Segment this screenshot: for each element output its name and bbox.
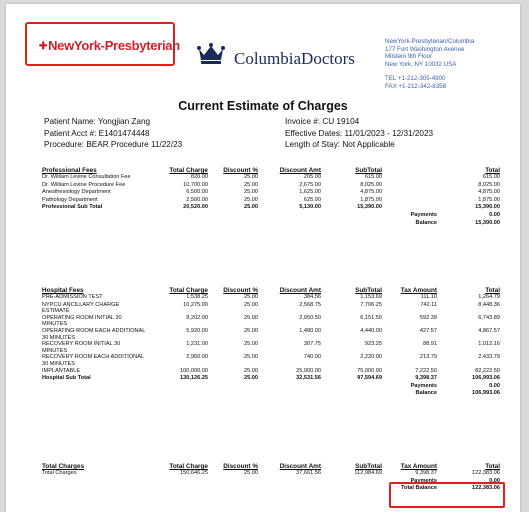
column-header: Discount Amt [279, 167, 321, 174]
table-cell: 4,440.00 [360, 327, 382, 334]
table-cell [42, 212, 146, 220]
table-cell: 25.00 [244, 314, 258, 321]
table-row [42, 174, 500, 182]
column-header: SubTotal [355, 287, 382, 294]
column-header: Total Charge [169, 463, 208, 470]
column-header: Tax Amount [400, 287, 437, 294]
table-cell: 427.57 [419, 327, 437, 334]
table-cell: 75,000.00 [357, 367, 382, 374]
table-cell: Pathology Department [42, 196, 98, 203]
table-cell: 8,025.00 [360, 181, 382, 188]
table-cell: 130,126.25 [180, 375, 208, 382]
table-cell [208, 390, 258, 398]
table-cell [146, 485, 208, 493]
summary-value: 0.00 [489, 382, 500, 389]
table-cell [258, 478, 321, 486]
table-cell: 2,960.00 [186, 354, 208, 361]
column-header [382, 162, 437, 174]
table-cell [208, 383, 258, 391]
table-cell [42, 478, 146, 486]
table-cell: 15,390.00 [357, 204, 382, 211]
table-cell: 923.25 [364, 341, 382, 348]
table-cell: 1,480.00 [299, 327, 321, 334]
table-cell [146, 383, 208, 391]
table-row [42, 341, 500, 354]
column-header: Discount Amt [279, 463, 321, 470]
table-row [42, 294, 500, 302]
table-cell [382, 174, 437, 182]
table-cell: 10,275.00 [183, 301, 208, 308]
table-cell: 742.11 [420, 301, 437, 308]
table-cell [42, 390, 146, 398]
table-cell: 32,531.56 [296, 375, 321, 382]
table-cell: 625.00 [303, 196, 321, 203]
summary-row [42, 220, 500, 228]
table-cell [321, 390, 382, 398]
table-cell: 7,706.25 [360, 301, 382, 308]
table-cell [42, 383, 146, 391]
table-cell [382, 189, 437, 197]
table-cell: 25.00 [244, 301, 258, 308]
table-header-row [42, 282, 500, 294]
table-cell: 8,025.00 [478, 181, 500, 188]
summary-value: 106,993.06 [472, 390, 500, 397]
table-cell: OPERATING ROOM EACH ADDITIONAL 30 MINUTES [42, 327, 146, 341]
table-cell: RECOVERY ROOM EACH ADDITIONAL 30 MINUTES [42, 354, 144, 367]
table-cell [258, 220, 321, 228]
table-cell: IMPLANTABLE [42, 367, 81, 374]
table-cell: OPERATING ROOM INITIAL 30 MINUTES [42, 314, 122, 328]
procedure: Procedure: BEAR Procedure 11/22/23 [44, 140, 183, 149]
column-header: SubTotal [355, 167, 382, 174]
summary-label: Total Balance [401, 485, 437, 492]
table-cell: 25.00 [244, 196, 258, 203]
document-title: Current Estimate of Charges [178, 99, 348, 113]
table-cell: 5,130.00 [299, 204, 321, 211]
table-cell: 1,153.69 [360, 294, 382, 300]
table-cell [258, 485, 321, 493]
table-cell: 10,700.00 [183, 181, 208, 188]
table-cell: 25.00 [244, 174, 258, 180]
column-header: Professional Fees [42, 167, 97, 174]
table-cell: 307.75 [303, 341, 321, 348]
table-cell [321, 220, 382, 228]
table-row [42, 204, 500, 212]
table-cell: 82,222.50 [475, 367, 500, 374]
table-cell: 2,675.00 [299, 181, 321, 188]
table-cell: 100,000.00 [180, 367, 208, 374]
column-header: Total [485, 463, 500, 470]
patient-name: Patient Name: Yongjian Zang [44, 117, 151, 126]
summary-label: Balance [415, 390, 437, 397]
table-cell: 1,264.79 [478, 294, 500, 300]
hospital-fees-table [42, 282, 500, 398]
table-cell: 213.79 [419, 354, 437, 361]
table-cell: Dr. William Levine Consultation Fee [42, 174, 131, 180]
table-row [42, 470, 500, 478]
table-cell: Total Charges [42, 470, 77, 476]
invoice-number: Invoice #: CU 19104 [285, 117, 360, 126]
column-header: Discount % [223, 463, 258, 470]
professional-fees-table [42, 162, 500, 227]
cross-icon: ✚ [39, 41, 48, 52]
table-cell: 384.56 [303, 294, 321, 300]
table-cell: 615.00 [482, 174, 500, 180]
table-cell [208, 212, 258, 220]
table-cell: 25.00 [244, 181, 258, 188]
table-cell [42, 485, 146, 493]
table-cell: 2,568.75 [299, 301, 321, 308]
nyp-logo-text: NewYork-Presbyterian [48, 38, 180, 53]
table-cell: 2,050.50 [299, 314, 321, 321]
summary-label: Payments [410, 211, 437, 218]
table-cell: 8,202.00 [186, 314, 208, 321]
table-cell: 25.00 [244, 354, 258, 361]
table-row [42, 354, 500, 367]
table-cell: 4,875.00 [478, 189, 500, 196]
summary-label: Payments [410, 477, 437, 484]
table-cell: 15,390.00 [475, 204, 500, 211]
table-cell [321, 212, 382, 220]
column-header: Discount % [223, 167, 258, 174]
table-cell: 1,625.00 [299, 189, 321, 196]
table-cell: 25.00 [244, 375, 258, 382]
table-cell: 2,220.00 [360, 354, 382, 361]
table-cell [42, 220, 146, 228]
table-cell: 7,222.50 [415, 367, 437, 374]
table-cell: 6,151.50 [360, 314, 382, 321]
table-cell: 205.00 [303, 174, 321, 180]
column-header: Total Charge [169, 287, 208, 294]
table-row [42, 315, 500, 328]
table-cell: 106,993.06 [472, 375, 500, 382]
table-cell [321, 478, 382, 486]
table-cell: PRE-ADMISSION TEST [42, 294, 103, 300]
table-cell: NYPCU ANCILLARY CHARGE ESTIMATE [42, 301, 120, 315]
table-row [42, 328, 500, 341]
table-cell: 2,433.79 [478, 354, 500, 361]
table-cell: 112,984.69 [354, 470, 382, 476]
table-cell: 1,875.00 [360, 196, 382, 203]
nyp-logo-box [25, 22, 180, 66]
address-block [385, 38, 474, 91]
summary-value: 122,383.06 [472, 485, 500, 492]
table-cell: 4,875.00 [360, 189, 382, 196]
estimate-document [6, 4, 520, 512]
table-header-row [42, 458, 500, 470]
table-cell [146, 478, 208, 486]
table-cell: 25.00 [244, 367, 258, 374]
fax: FAX +1-212-342-8358 [385, 82, 447, 90]
total-balance-highlight [389, 482, 505, 508]
address-line: 177 Fort Washington Avenue [385, 45, 465, 53]
summary-value: 0.00 [489, 477, 500, 484]
table-header-row [42, 162, 500, 174]
summary-row [42, 383, 500, 391]
table-cell: 1,012.16 [478, 341, 500, 348]
table-cell [146, 390, 208, 398]
column-header: Total Charge [169, 167, 208, 174]
table-cell: 25.00 [244, 470, 258, 476]
effective-dates: Effective Dates: 11/01/2023 - 12/31/2023 [285, 128, 434, 138]
table-cell: Hospital Sub Total [42, 375, 91, 382]
column-header: Total [485, 167, 500, 174]
table-cell: 1,875.00 [478, 196, 500, 203]
table-cell: 4,867.57 [478, 327, 500, 334]
table-row [42, 182, 500, 190]
telephone: TEL +1-212-305-4900 [385, 75, 446, 83]
column-header: Hospital Fees [42, 287, 84, 294]
table-cell: 5,920.00 [186, 327, 208, 334]
table-row [42, 302, 500, 315]
table-cell: 1,231.00 [186, 341, 208, 348]
summary-value: 0.00 [489, 211, 500, 218]
table-cell: Professional Sub Total [42, 204, 103, 211]
crown-icon [196, 42, 226, 66]
table-cell: 111.10 [420, 294, 437, 300]
table-cell: 20,520.00 [183, 204, 208, 211]
summary-value: 15,390.00 [475, 219, 500, 226]
table-cell: 25.00 [244, 294, 258, 300]
table-cell [321, 383, 382, 391]
table-cell: 25.00 [244, 327, 258, 334]
patient-info [44, 116, 182, 151]
table-cell: 740.00 [303, 354, 321, 361]
summary-row [42, 212, 500, 220]
table-cell: 6,743.89 [478, 314, 500, 321]
table-row [42, 368, 500, 376]
table-cell: 25.00 [244, 189, 258, 196]
table-cell: 8,448.36 [478, 301, 500, 308]
table-cell [208, 220, 258, 228]
address-line: NewYork-Presbyterian/Columbia [385, 38, 475, 45]
invoice-info [285, 116, 433, 151]
table-row [42, 189, 500, 197]
table-cell [208, 478, 258, 486]
table-cell [146, 220, 208, 228]
column-header: SubTotal [355, 463, 382, 470]
table-cell: 820.00 [190, 174, 208, 180]
table-cell: 6,500.00 [186, 189, 208, 196]
table-cell [208, 485, 258, 493]
columbia-doctors-logo: ColumbiaDoctors [234, 49, 355, 68]
table-cell: 150,646.25 [180, 470, 208, 476]
table-cell: 25.00 [244, 204, 258, 211]
table-cell: 122,383.06 [472, 470, 500, 476]
column-header: Discount % [223, 287, 258, 294]
table-cell: 97,594.69 [357, 375, 382, 382]
table-cell: 25.00 [244, 341, 258, 348]
table-cell: Dr. William Levine Procedure Fee [42, 181, 126, 188]
table-cell: 1,538.25 [186, 294, 208, 300]
table-cell [382, 197, 437, 205]
address-line: New York, NY 10032 USA [385, 60, 457, 68]
patient-acct: Patient Acct #: E1401474448 [44, 128, 150, 138]
table-row [42, 375, 500, 383]
table-cell [382, 182, 437, 190]
table-cell: 88.91 [423, 341, 437, 348]
table-cell: 9,398.37 [415, 470, 437, 476]
length-of-stay: Length of Stay: Not Applicable [285, 140, 395, 149]
table-cell: RECOVERY ROOM INITIAL 30 MINUTES [42, 341, 121, 354]
column-header: Total Charges [42, 463, 85, 470]
table-row [42, 197, 500, 205]
table-cell: 25,000.00 [296, 367, 321, 374]
table-cell: 9,398.37 [415, 375, 437, 382]
table-cell: 592.39 [419, 314, 437, 321]
column-header: Total [485, 287, 500, 294]
summary-label: Balance [415, 219, 437, 226]
table-cell [146, 212, 208, 220]
table-cell [258, 390, 321, 398]
summary-label: Payments [410, 382, 437, 389]
table-cell [258, 212, 321, 220]
table-cell [258, 383, 321, 391]
nyp-logo [39, 38, 180, 53]
table-cell: Anesthesiology Department [42, 189, 111, 196]
table-cell [382, 204, 437, 212]
summary-row [42, 390, 500, 398]
column-header: Discount Amt [279, 287, 321, 294]
table-cell [321, 485, 382, 493]
table-cell: 615.00 [364, 174, 382, 180]
table-cell: 37,661.56 [296, 470, 321, 476]
address-line: Milstein 9th Floor [385, 53, 433, 61]
column-header: Tax Amount [400, 463, 437, 470]
table-cell: 2,500.00 [186, 196, 208, 203]
